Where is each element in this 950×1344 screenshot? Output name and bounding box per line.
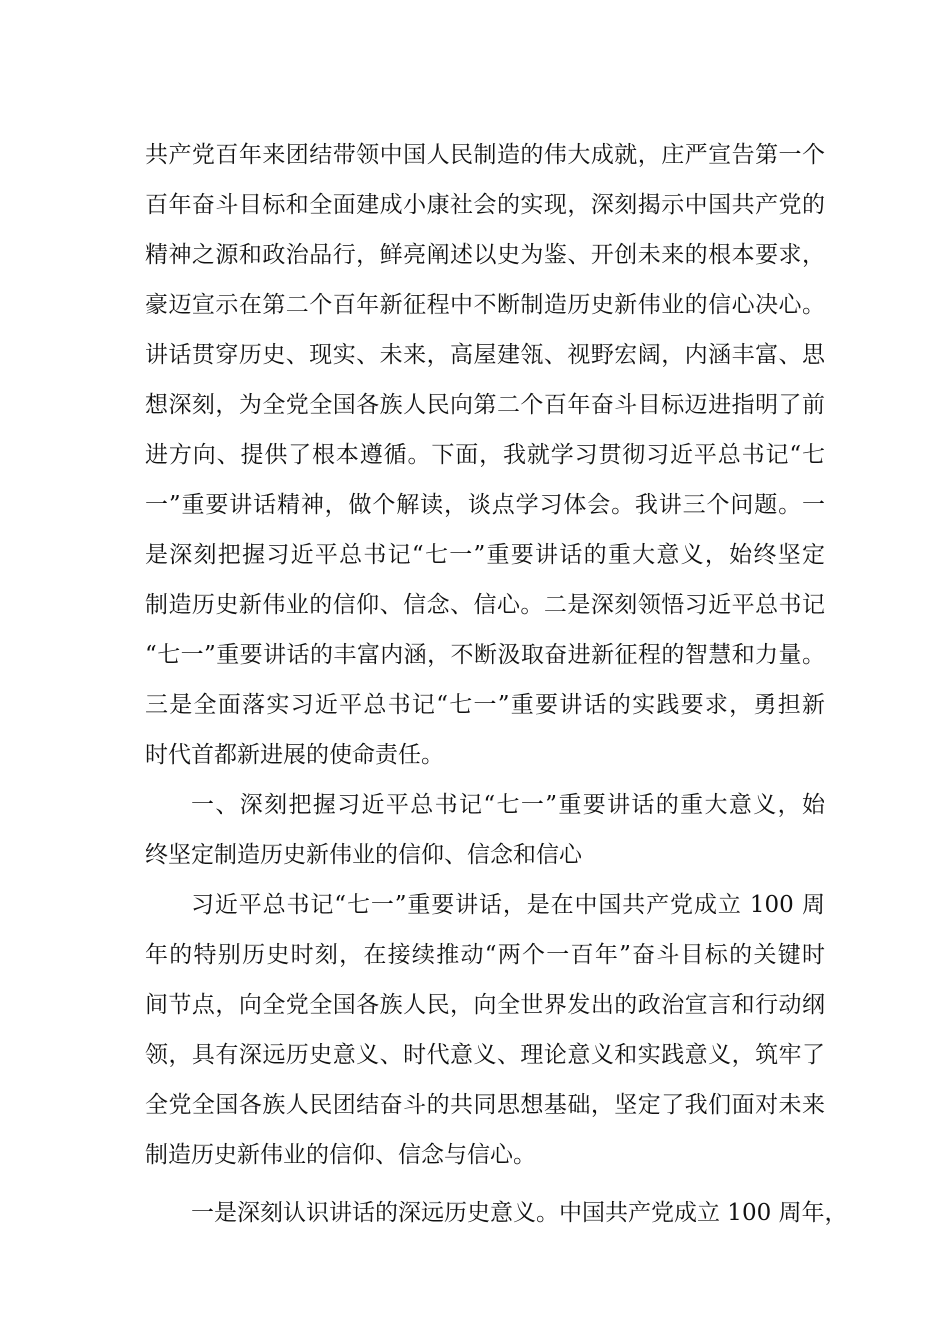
paragraph-line: 一”重要讲话精神，做个解读，谈点学习体会。我讲三个问题。一 [145, 492, 825, 518]
paragraph-line: 进方向、提供了根本遵循。下面，我就学习贯彻习近平总书记“七 [145, 442, 825, 468]
paragraph-line: 共产党百年来团结带领中国人民制造的伟大成就，庄严宣告第一个 [145, 142, 825, 168]
paragraph-line: 一是深刻认识讲话的深远历史意义。中国共产党成立 100 周年， [191, 1200, 848, 1226]
paragraph-line: 制造历史新伟业的信仰、信念与信心。 [145, 1142, 536, 1168]
paragraph-line: 全党全国各族人民团结奋斗的共同思想基础，坚定了我们面对未来 [145, 1092, 825, 1118]
paragraph-line: 豪迈宣示在第二个百年新征程中不断制造历史新伟业的信心决心。 [145, 292, 825, 318]
paragraph-line: 讲话贯穿历史、现实、未来，高屋建瓴、视野宏阔，内涵丰富、思 [145, 342, 825, 368]
section-heading-line: 一、深刻把握习近平总书记“七一”重要讲话的重大意义，始 [191, 792, 825, 818]
paragraph-line: 时代首都新进展的使命责任。 [145, 742, 444, 768]
section-heading-line: 终坚定制造历史新伟业的信仰、信念和信心 [145, 842, 582, 868]
paragraph-line: 百年奋斗目标和全面建成小康社会的实现，深刻揭示中国共产党的 [145, 192, 825, 218]
paragraph-line: 制造历史新伟业的信仰、信念、信心。二是深刻领悟习近平总书记 [145, 592, 825, 618]
paragraph-line: 领，具有深远历史意义、时代意义、理论意义和实践意义，筑牢了 [145, 1042, 825, 1068]
paragraph-line: “七一”重要讲话的丰富内涵，不断汲取奋进新征程的智慧和力量。 [145, 642, 825, 668]
paragraph-line: 精神之源和政治品行，鲜亮阐述以史为鉴、开创未来的根本要求， [145, 242, 825, 268]
paragraph-line: 是深刻把握习近平总书记“七一”重要讲话的重大意义，始终坚定 [145, 542, 825, 568]
paragraph-line: 间节点，向全党全国各族人民，向全世界发出的政治宣言和行动纲 [145, 992, 825, 1018]
paragraph-line: 习近平总书记“七一”重要讲话，是在中国共产党成立 100 周 [191, 892, 825, 918]
paragraph-line: 三是全面落实习近平总书记“七一”重要讲话的实践要求，勇担新 [145, 692, 825, 718]
document-body [145, 130, 848, 1238]
paragraph-line: 年的特别历史时刻，在接续推动“两个一百年”奋斗目标的关键时 [145, 942, 825, 968]
paragraph-line: 想深刻，为全党全国各族人民向第二个百年奋斗目标迈进指明了前 [145, 392, 825, 418]
